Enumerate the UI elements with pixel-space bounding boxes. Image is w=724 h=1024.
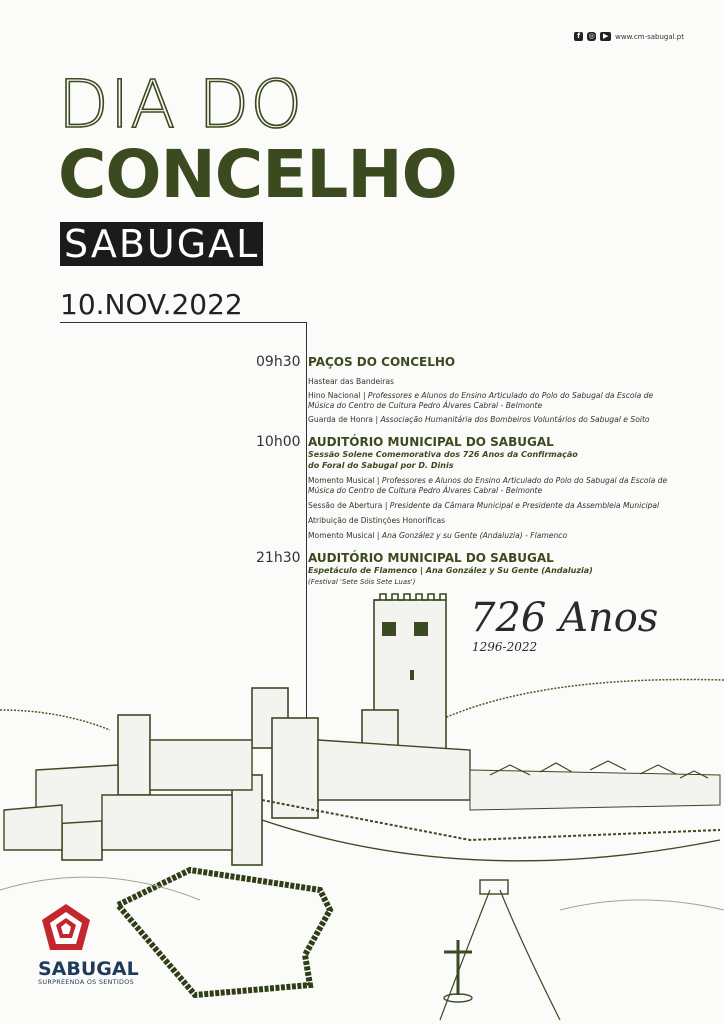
program-item: Hastear das Bandeiras bbox=[308, 377, 395, 386]
program-venue: AUDITÓRIO MUNICIPAL DO SABUGAL bbox=[308, 435, 554, 449]
program-subtitle: Sessão Solene Comemorativa dos 726 Anos da Confirmação bbox=[308, 450, 578, 459]
divider-vertical bbox=[306, 322, 307, 718]
title-line1: DIA DO bbox=[58, 66, 304, 143]
program-venue: AUDITÓRIO MUNICIPAL DO SABUGAL bbox=[308, 551, 554, 565]
program-item: Hino Nacional | Professores e Alunos do Ensino Articulado do Polo do Sabugal da Escola de Música do Centro de Cultura Pedro Álvares Cabral - Belmonte bbox=[308, 391, 654, 410]
program-time: 09h30 bbox=[256, 354, 301, 370]
youtube-icon[interactable]: ▶ bbox=[600, 32, 611, 41]
program-item: (Festival 'Sete Sóis Sete Luas') bbox=[308, 578, 416, 586]
instagram-icon[interactable]: ◎ bbox=[588, 32, 595, 40]
program-subtitle: do Foral do Sabugal por D. Dinis bbox=[308, 461, 454, 470]
event-date: 10.NOV.2022 bbox=[60, 288, 243, 321]
program-item: Momento Musical | Ana González y su Gente (Andaluzia) - Flamenco bbox=[308, 531, 568, 540]
program-item: Atribuição de Distinções Honoríficas bbox=[308, 516, 446, 525]
program-subtitle: Espetáculo de Flamenco | Ana González y Su Gente (Andaluzia) bbox=[308, 566, 593, 575]
divider-horizontal bbox=[60, 322, 306, 323]
program-item: Guarda de Honra | Associação Humanitária dos Bombeiros Voluntários do Sabugal e Soito bbox=[308, 415, 650, 424]
program-item: Sessão de Abertura | Presidente da Câmara Municipal e Presidente da Assembleia Municipal bbox=[308, 501, 660, 510]
facebook-icon[interactable]: f bbox=[574, 32, 583, 41]
logo-tagline: SURPREENDA OS SENTIDOS bbox=[38, 978, 134, 986]
website-link[interactable]: www.cm-sabugal.pt bbox=[615, 32, 684, 41]
social-bar bbox=[574, 32, 684, 41]
program-venue: PAÇOS DO CONCELHO bbox=[308, 355, 456, 369]
program-time: 10h00 bbox=[256, 434, 301, 450]
anniversary-years: 1296-2022 bbox=[472, 640, 538, 654]
title-line2: CONCELHO bbox=[58, 136, 457, 213]
logo-name: SABUGAL bbox=[38, 958, 139, 980]
sabugal-logo-icon bbox=[38, 900, 94, 956]
anniversary-title: 726 Anos bbox=[470, 595, 659, 641]
program-item: Momento Musical | Professores e Alunos do Ensino Articulado do Polo do Sabugal da Escola de Música do Centro de Cultura Pedro Álvares Cabral - Belmonte bbox=[308, 476, 668, 495]
program-time: 21h30 bbox=[256, 550, 301, 566]
title-line3: SABUGAL bbox=[60, 222, 263, 266]
